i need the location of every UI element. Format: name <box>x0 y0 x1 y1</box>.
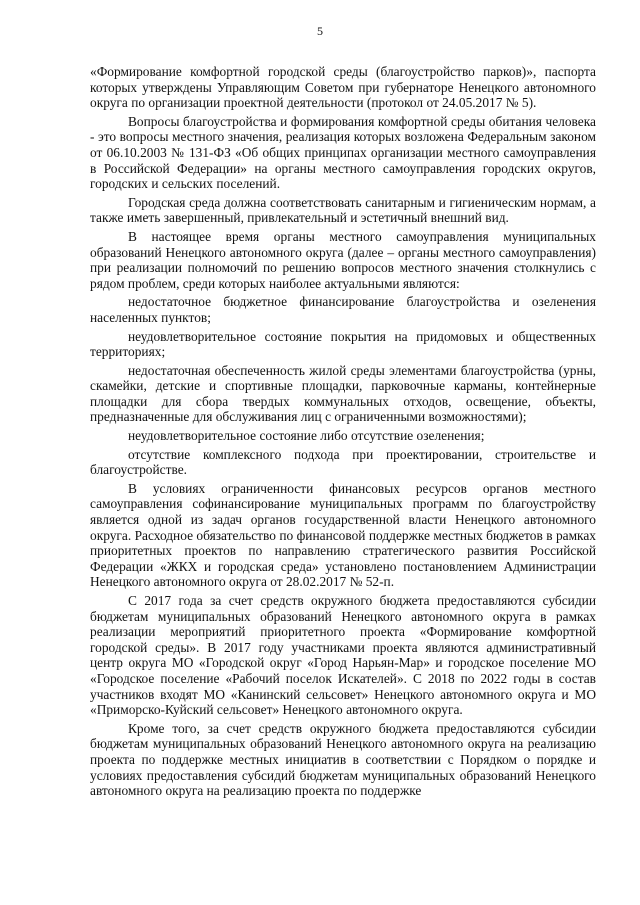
list-item-5: отсутствие комплексного подхода при проектировании, строительстве и благоустройстве. <box>90 446 596 478</box>
page-number: 5 <box>317 24 323 38</box>
paragraph-6: С 2017 года за счет средств окружного бюджета предоставляются субсидии бюджетам муниципальных образований Ненецкого автономного округа в рамках реализации мероприятий приоритетного проекта «Формирование комфортной городской среды». В 2017 году участниками проекта являются административный центр округа МО «Городской округ «Город Нарьян-Мар» и городское поселение МО «Городское поселение «Рабочий поселок Искателей». С 2018 по 2022 годы в состав участников входят МО «Канинский сельсовет» Ненецкого автономного округа и МО «Приморско-Куйский сельсовет» Ненецкого автономного округа. <box>90 593 596 718</box>
list-item-1: недостаточное бюджетное финансирование благоустройства и озеленения населенных пунктов; <box>90 294 596 325</box>
list-item-2: неудовлетворительное состояние покрытия на придомовых и общественных территориях; <box>90 328 596 360</box>
list-item-3: недостаточная обеспеченность жилой среды элементами благоустройства (урны, скамейки, детские и спортивные площадки, парковочные карманы, контейнерные площадки для сбора твердых коммунальных отходов, освещение, объекты, предназначенные для обслуживания лиц с ограниченными возможностями); <box>90 362 596 425</box>
paragraph-1: «Формирование комфортной городской среды (благоустройство парков)», паспорта которых утверждены Управляющим Советом при губернаторе Ненецкого автономного округа по организации проектной деятельности (протокол от 24.05.2017 № 5). <box>90 64 596 111</box>
body-text <box>90 64 596 799</box>
paragraph-7: Кроме того, за счет средств окружного бюджета предоставляются субсидии бюджетам муниципальных образований Ненецкого автономного округа на реализацию проекта по поддержке местных инициатив в соответствии с Порядком о порядке и условиях предоставления субсидий бюджетам муниципальных образований Ненецкого автономного округа на реализацию проекта по поддержке <box>90 720 596 799</box>
paragraph-5: В условиях ограниченности финансовых ресурсов органов местного самоуправления софинансирование муниципальных программ по благоустройству является одной из задач органов государственной власти Ненецкого автономного округа. Расходное обязательство по финансовой поддержке местных бюджетов в рамках приоритетных проектов по направлению стратегического развития Российской Федерации «ЖКХ и городская среда» установлено постановлением Администрации Ненецкого автономного округа от 28.02.2017 № 52-п. <box>90 480 596 590</box>
list-item-4: неудовлетворительное состояние либо отсутствие озеленения; <box>128 428 485 444</box>
paragraph-4: В настоящее время органы местного самоуправления муниципальных образований Ненецкого автономного округа (далее – органы местного самоуправления) при реализации полномочий по решению вопросов местного значения столкнулись с рядом проблем, среди которых наиболее актуальными являются: <box>90 228 596 291</box>
paragraph-2: Вопросы благоустройства и формирования комфортной среды обитания человека - это вопросы местного значения, реализация которых возложена Федеральным законом от 06.10.2003 № 131-ФЗ «Об общих принципах организации местного самоуправления в Российской Федерации» на органы местного самоуправления городских округов, городских и сельских поселений. <box>90 113 596 192</box>
paragraph-3: Городская среда должна соответствовать санитарным и гигиеническим нормам, а также иметь завершенный, привлекательный и эстетичный внешний вид. <box>90 194 596 226</box>
